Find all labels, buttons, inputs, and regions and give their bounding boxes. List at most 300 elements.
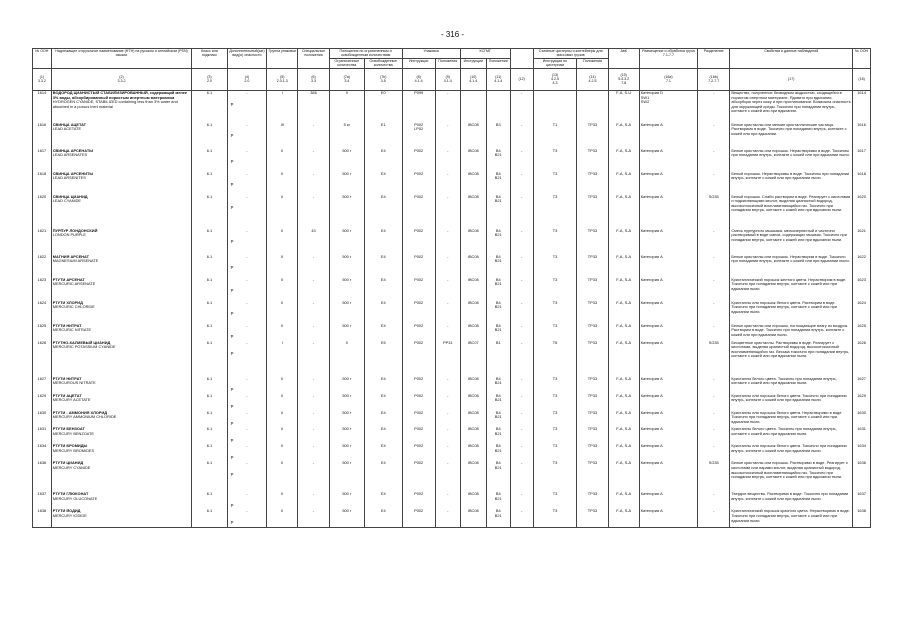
sp-cell: - [298,171,329,194]
subsidiary-risk-cell: - P [227,461,267,492]
seg-cell: - [698,376,730,393]
seg-cell: - [698,444,730,461]
ibcp-cell: B4 B21 [486,254,510,277]
props-cell: Кристаллы или порошок белого цвета. Растворим в воде. Токсично при попадании внутрь, контакте с кожей или при вдыхании пыли. [730,300,853,323]
russian-name: МАГНИЯ АРСЕНАТ [52,254,89,259]
header-properties: Свойства и данные наблюдений [730,49,853,69]
pg-cell: II [267,410,298,427]
tank-cell: T3 [533,427,577,444]
tank-cell: T3 [533,171,577,194]
un-cell: 1637 [33,492,52,509]
stow-cell: Категория A [639,444,697,461]
pi-cell: P002 [402,492,435,509]
russian-name: РТУТНО-КАЛИЕВЫЙ ЦИАНИД [52,340,111,345]
stow-cell: Категория A [639,340,697,376]
subsidiary-risk-cell: - P [227,376,267,393]
props-cell: Кристаллический порошок красного цвета. Нерастворимо в воде. Токсично при попадании внутрь, контакте с кожей или при вдыхании пыли. [730,509,853,527]
pg-cell: II [267,148,298,171]
stow-cell: Категория A [639,461,697,492]
header-un: № ООН [33,49,52,69]
eq-cell: E4 [365,148,402,171]
ibc-cell: IBC08 [460,393,486,410]
seg-cell: - [698,228,730,254]
seg-cell: - [698,393,730,410]
subsidiary-risk-cell: - P [227,194,267,228]
tank-cell: T3 [533,393,577,410]
pp-cell: - [435,410,460,427]
lq-cell: 500 г [329,194,364,228]
marine-pollutant-mark: P [230,387,234,393]
pp-cell: - [435,492,460,509]
tp-cell: TP33 [577,393,608,410]
ibc-cell: IBC08 [460,410,486,427]
pp-cell: - [435,461,460,492]
un-cell: 1636 [33,461,52,492]
russian-name: РТУТИ ГЛЮКОНАТ [52,492,89,497]
eq-cell: E4 [365,509,402,527]
tp-cell: TP33 [577,228,608,254]
un-cell: 1631 [33,427,52,444]
ems-cell: F-A, S-A [608,492,639,509]
lq-cell: 500 г [329,393,364,410]
ibc-cell: IBC08 [460,254,486,277]
pp-cell: - [435,444,460,461]
table-row [33,461,871,492]
table-row [33,340,871,376]
pi-cell: P099 [402,90,435,122]
tank-cell: T3 [533,300,577,323]
header-stowage: Размещение и обработка груза 7.1-7.7 [639,49,697,69]
russian-name: ПУРПУР ЛОНДОНСКИЙ [52,228,98,233]
header-packing-instructions: Инструкции [402,58,435,68]
c12-cell: - [510,393,533,410]
cls-cell: 6.1 [192,492,227,509]
subsidiary-risk-cell: - P [227,90,267,122]
c12-cell: - [510,228,533,254]
stow-cell: Категория A [639,393,697,410]
column-number: (18) [853,68,871,90]
seg-cell: SG35 [698,340,730,376]
marine-pollutant-mark: P [230,311,234,317]
pg-cell: II [267,194,298,228]
stow-cell: Категория A [639,122,697,148]
props-cell: Кристаллы или порошок белого цвета. Токсично при попадании внутрь, контакте с кожей или при вдыхании пыли. [730,444,853,461]
shipping-name-cell [51,461,192,492]
ibcp-cell: B4 B21 [486,492,510,509]
russian-name: РТУТИ ХЛОРИД [52,300,83,305]
shipping-name-cell [51,444,192,461]
shipping-name-cell [51,122,192,148]
sp-cell: - [298,376,329,393]
shipping-name-cell [51,509,192,527]
eq-cell: E1 [365,122,402,148]
props-cell: Белый порошок. Нерастворимы в воде. Токсичны при попадании внутрь, контакте с кожей или при вдыхании пыли. [730,171,853,194]
english-name: MERCURIC POTASSIUM CYANIDE [52,344,116,350]
tp-cell: TP33 [577,461,608,492]
ibc-cell: IBC08 [460,492,486,509]
ibcp-cell: B4 B21 [486,376,510,393]
pp-cell: - [435,393,460,410]
c12-cell: - [510,410,533,427]
pg-cell: I [267,340,298,376]
sp-cell: - [298,427,329,444]
ems-cell: F-A, S-A [608,254,639,277]
un-cell: 1626 [33,340,52,376]
table-row [33,393,871,410]
header-tank-provisions: Положения [577,58,608,68]
column-number: (11) 4.1.4 [486,68,510,90]
un2-cell: 1625 [853,323,871,340]
english-name: MERCURY BENZOATE [52,431,95,437]
cls-cell: 6.1 [192,376,227,393]
tp-cell: TP33 [577,427,608,444]
cls-cell: 6.1 [192,410,227,427]
cls-cell: 6.1 [192,300,227,323]
pg-cell: II [267,171,298,194]
tank-cell: T6 [533,340,577,376]
subsidiary-risk-cell: - P [227,122,267,148]
table-body [33,90,871,527]
pg-cell: II [267,427,298,444]
ibcp-cell: B4 B21 [486,277,510,300]
lq-cell: 0 [329,340,364,376]
table-row [33,194,871,228]
russian-name: СВИНЦА АЦЕТАТ [52,122,87,127]
pg-cell: II [267,393,298,410]
shipping-name-cell [51,228,192,254]
ems-cell: F-A, S-A [608,122,639,148]
eq-cell: E4 [365,461,402,492]
marine-pollutant-mark: P [230,351,234,357]
c12-cell: - [510,90,533,122]
eq-cell: E4 [365,410,402,427]
un-cell: 1629 [33,393,52,410]
un2-cell: 1636 [853,461,871,492]
ibc-cell: IBC08 [460,228,486,254]
pi-cell: P002 [402,393,435,410]
props-cell: Твердое вещество. Растворимо в воде. Токсично при попадании внутрь, контакте с кожей или при вдыхании пыли. [730,492,853,509]
subsidiary-risk-cell: - P [227,427,267,444]
ibcp-cell: B4 B21 [486,148,510,171]
english-name: LONDON PURPLE [52,232,87,238]
un2-cell: 1630 [853,410,871,427]
sp-cell: - [298,122,329,148]
pg-cell: II [267,277,298,300]
stow-cell: Категория A [639,376,697,393]
header-limited-qty: Ограниченные количества [329,58,364,68]
eq-cell: E4 [365,393,402,410]
russian-name: РТУТИ - АММОНИЯ ХЛОРИД [52,410,108,415]
stow-cell: Категория D SW1 SW2 [639,90,697,122]
lq-cell: 500 г [329,323,364,340]
marine-pollutant-mark: P [230,133,234,139]
subsidiary-risk-cell: - P [227,148,267,171]
ibc-cell: IBC08 [460,376,486,393]
lq-cell: 500 г [329,171,364,194]
ibc-cell: IBC08 [460,323,486,340]
pg-cell: II [267,461,298,492]
shipping-name-cell [51,323,192,340]
table-row [33,228,871,254]
c12-cell: - [510,444,533,461]
subsidiary-risk-cell: - P [227,340,267,376]
shipping-name-cell [51,300,192,323]
stow-cell: Категория A [639,492,697,509]
shipping-name-cell [51,427,192,444]
cls-cell: 6.1 [192,148,227,171]
stow-cell: Категория A [639,171,697,194]
subsidiary-risk-cell: - P [227,410,267,427]
ibcp-cell [486,90,510,122]
ems-cell: F-A, S-U [608,90,639,122]
tank-cell: T3 [533,323,577,340]
pi-cell: P002 [402,427,435,444]
lq-cell: 5 кг [329,122,364,148]
ibcp-cell: B4 B21 [486,444,510,461]
un2-cell: 1638 [853,509,871,527]
un2-cell: 1621 [853,228,871,254]
ems-cell: F-A, S-A [608,393,639,410]
pi-cell: P002 [402,444,435,461]
pi-cell: P002 [402,300,435,323]
pp-cell: - [435,254,460,277]
seg-cell: - [698,254,730,277]
un2-cell: 1624 [853,300,871,323]
subsidiary-risk-cell: - P [227,323,267,340]
cls-cell: 6.1 [192,427,227,444]
tp-cell: TP33 [577,492,608,509]
pi-cell: P002 [402,228,435,254]
page-number: - 316 - [440,30,465,39]
english-name: MERCURY BROMIDES [52,448,95,454]
lq-cell: 0 [329,90,364,122]
pp-cell: - [435,323,460,340]
props-cell: Бесцветные кристаллы. Растворимы в воде. Реагирует с кислотами, выделяя цианистый водород, высокотоксичный воспламеняющийся газ. Весьма токсично при попадании внутрь, контакте с кожей или при вдыхании пыли. [730,340,853,376]
cls-cell: 6.1 [192,122,227,148]
props-cell: Белые кристаллы или мелкие кристаллические частицы. Растворимо в воде. Токсично при попадании внутрь, контакте с кожей или при вдыхании. [730,122,853,148]
tank-cell: T3 [533,509,577,527]
pi-cell: P002 [402,376,435,393]
pp-cell: PP31 [435,340,460,376]
un2-cell: 1614 [853,90,871,122]
header-quantities: Положения по ограниченным и освобожденным количествам [329,49,402,59]
header-ibc-provisions: Положения [486,58,510,68]
ibc-cell [460,90,486,122]
cls-cell: 6.1 [192,509,227,527]
pg-cell: II [267,376,298,393]
header-un-right: № ООН [853,49,871,69]
russian-name: РТУТИ НИТРАТ [52,323,82,328]
cls-cell: 6.1 [192,194,227,228]
lq-cell: 500 г [329,492,364,509]
seg-cell: - [698,171,730,194]
table-row [33,254,871,277]
dangerous-goods-table [32,48,871,528]
lq-cell: 500 г [329,461,364,492]
un2-cell: 1623 [853,277,871,300]
cls-cell: 6.1 [192,90,227,122]
c12-cell: - [510,461,533,492]
table-row [33,427,871,444]
lq-cell: 500 г [329,254,364,277]
shipping-name-cell [51,492,192,509]
eq-cell: E4 [365,444,402,461]
un2-cell: 1622 [853,254,871,277]
ibc-cell: IBC08 [460,509,486,527]
sp-cell: - [298,277,329,300]
shipping-name-cell [51,148,192,171]
ems-cell: F-A, S-A [608,509,639,527]
russian-name: ВОДОРОД ЦИАНИСТЫЙ СТАБИЛИЗИРОВАННЫЙ, содержащий менее 3% воды, абсорбированный пористым инертным материалом [52,90,188,100]
tp-cell: TP33 [577,277,608,300]
sp-cell: 386 [298,90,329,122]
english-name: MERCURY IODIDE [52,513,87,519]
eq-cell: E4 [365,376,402,393]
pi-cell: P002 [402,254,435,277]
ibcp-cell: B3 [486,122,510,148]
pg-cell: II [267,509,298,527]
header-excepted-qty: Освобожденные количества [365,58,402,68]
header-packing-group: Группа упаковки [267,49,298,69]
ibc-cell: IBC08 [460,122,486,148]
eq-cell: E4 [365,171,402,194]
tp-cell: TP33 [577,444,608,461]
c12-cell: - [510,300,533,323]
un2-cell: 1634 [853,444,871,461]
seg-cell: - [698,427,730,444]
pp-cell: - [435,277,460,300]
cls-cell: 6.1 [192,254,227,277]
tank-cell: T3 [533,461,577,492]
column-number: (4) 2.0 [227,68,267,90]
pp-cell: - [435,427,460,444]
russian-name: РТУТИ АРСЕНАТ [52,277,85,282]
marine-pollutant-mark: P [230,472,234,478]
un-cell: 1638 [33,509,52,527]
tp-cell: TP33 [577,194,608,228]
tp-cell: TP33 [577,376,608,393]
c12-cell: - [510,427,533,444]
un2-cell: 1629 [853,393,871,410]
table-row [33,323,871,340]
props-cell: Смесь пурпурного мышьяка, мелкозернистый и частично растворимый в воде смеси, содержащих мышьяк. Токсично при попадании внутрь, контакте с кожей или при вдыхании пыли. [730,228,853,254]
shipping-name-cell [51,393,192,410]
props-cell: Вещество, полученное безводным жидкостью, сходящейся в пористом инертном материале. Ядовито при вдыхании, абсорбции через кожу и при проглатывании. Возможна опасность для окружающей среды. Токсично при попадании внутрь, контакте с кожей или при вдыхании. [730,90,853,122]
table-row [33,410,871,427]
subsidiary-risk-cell: - P [227,444,267,461]
sp-cell: - [298,340,329,376]
cls-cell: 6.1 [192,393,227,410]
tp-cell: TP33 [577,122,608,148]
pi-cell: P002 [402,194,435,228]
column-number: (16a) 7.1 [639,68,697,90]
cls-cell: 6.1 [192,228,227,254]
column-number: (5) 2.0.1.3 [267,68,298,90]
ibcp-cell: B4 B21 [486,323,510,340]
english-name: LEAD ARSENITES [52,175,86,181]
russian-name: СВИНЦА АРСЕНИТЫ [52,171,94,176]
english-name: MERCURIC NITRATE [52,327,92,333]
eq-cell: E4 [365,492,402,509]
ibc-cell: IBC08 [460,277,486,300]
stow-cell: Категория A [639,148,697,171]
eq-cell: E4 [365,300,402,323]
c12-cell: - [510,122,533,148]
shipping-name-cell [51,194,192,228]
pg-cell: II [267,300,298,323]
column-number: (9) 4.1.4 [435,68,460,90]
pp-cell: - [435,90,460,122]
un-cell: 1616 [33,122,52,148]
pp-cell: - [435,376,460,393]
props-cell: Кристаллы белого цвета. Токсично при попадании внутрь, контакте с кожей или при вдыхании пыли. [730,427,853,444]
un-cell: 1624 [33,300,52,323]
tank-cell: T3 [533,277,577,300]
sp-cell: - [298,323,329,340]
ibcp-cell: B4 B21 [486,393,510,410]
seg-cell: - [698,509,730,527]
header-packing: Упаковка [402,49,460,59]
marine-pollutant-mark: P [230,503,234,509]
sp-cell: - [298,492,329,509]
eq-cell: E4 [365,277,402,300]
ibc-cell: IBC08 [460,148,486,171]
ibcp-cell: B4 B21 [486,461,510,492]
pi-cell: P002 [402,410,435,427]
tank-cell: T3 [533,254,577,277]
russian-name: РТУТИ БРОМИДЫ [52,444,88,449]
pi-cell: P002 LP02 [402,122,435,148]
ems-cell: F-A, S-A [608,194,639,228]
sp-cell: - [298,148,329,171]
english-name: MERCURY AMMONIUM CHLORIDE [52,414,117,420]
subsidiary-risk-cell: - P [227,509,267,527]
sp-cell: - [298,194,329,228]
english-name: MAGNESIUM ARSENATE [52,258,99,264]
tank-cell [533,90,577,122]
seg-cell: - [698,410,730,427]
ibcp-cell: B4 B21 [486,300,510,323]
column-number: (3) 2.0 [192,68,227,90]
c12-cell: - [510,492,533,509]
un2-cell: 1637 [853,492,871,509]
english-name: MERCURIC ARSENATE [52,281,96,287]
tank-cell: T1 [533,122,577,148]
pi-cell: P002 [402,340,435,376]
tank-cell: T3 [533,148,577,171]
props-cell: Кристаллический порошок желтого цвета. Нерастворим в воде. Токсично при попадании внутрь, контакте с кожей или при вдыхании пыли. [730,277,853,300]
eq-cell: E4 [365,194,402,228]
ibcp-cell: B4 B21 [486,410,510,427]
pg-cell: II [267,228,298,254]
tp-cell: TP33 [577,148,608,171]
english-name: LEAD CYANIDE [52,198,81,204]
shipping-name-cell [51,277,192,300]
english-name: MERCUROUS NITRATE [52,380,96,386]
c12-cell: - [510,376,533,393]
un-cell: 1617 [33,148,52,171]
subsidiary-risk-cell: - P [227,300,267,323]
sp-cell: - [298,254,329,277]
eq-cell: E5 [365,340,402,376]
english-name: MERCURY GLUCONATE [52,496,98,502]
cls-cell: 6.1 [192,323,227,340]
pg-cell: II [267,444,298,461]
table-row [33,300,871,323]
eq-cell: E4 [365,228,402,254]
seg-cell: SG35 [698,194,730,228]
column-number: (17) [730,68,853,90]
